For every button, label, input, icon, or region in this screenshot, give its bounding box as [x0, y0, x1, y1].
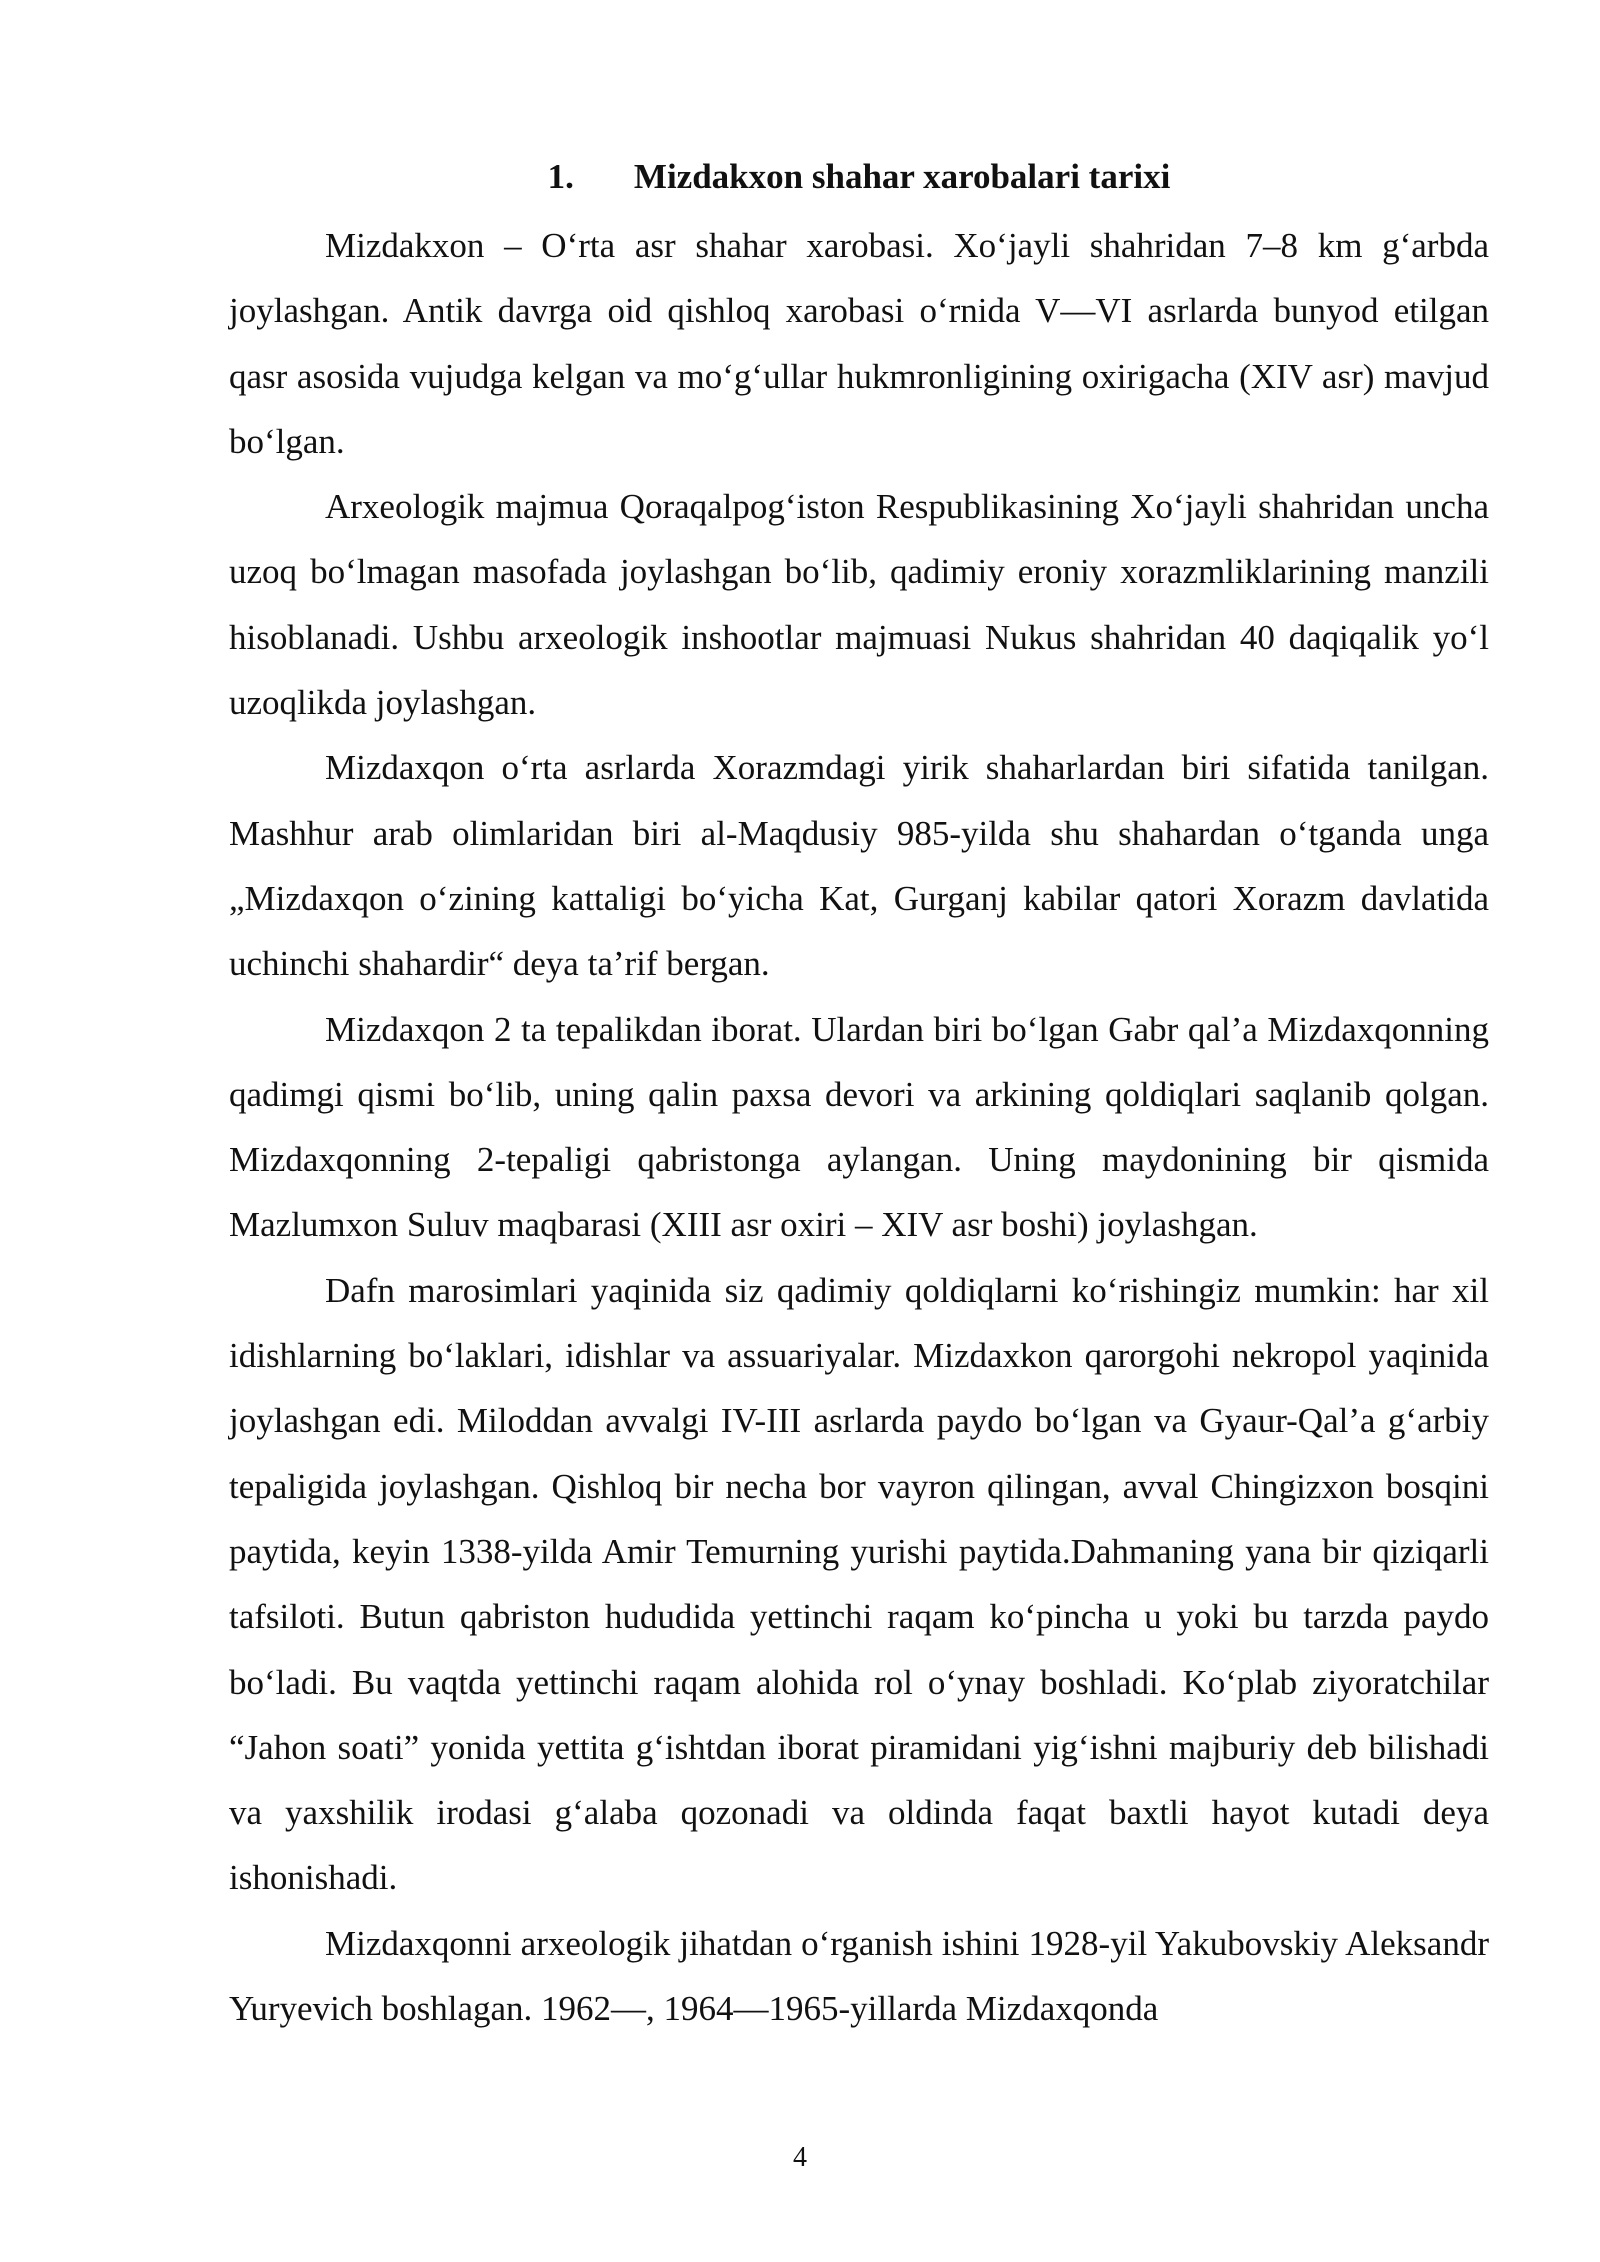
- paragraph-3: Mizdaxqon o‘rta asrlarda Xorazmdagi yirik shaharlardan biri sifatida tanilgan. Mashhur arab olimlaridan biri al-Maqdusiy 985-yilda shu shahardan o‘tganda unga „Mizdaxqon o‘zining kattaligi bo‘yicha Kat, Gurganj kabilar qatori Xorazm davlatida uchinchi shahardir“ deya ta’rif bergan.: [229, 748, 1489, 984]
- section-title: Mizdakxon shahar xarobalari tarixi: [633, 157, 1171, 196]
- paragraph-2: Arxeologik majmua Qoraqalpog‘iston Respublikasining Xo‘jayli shahridan uncha uzoq bo‘lmagan masofada joylashgan bo‘lib, qadimiy eroniy xorazmliklarining manzili hisoblanadi. Ushbu arxeologik inshootlar majmuasi Nukus shahridan 40 daqiqalik yo‘l uzoqlikda joylashgan.: [229, 487, 1489, 723]
- page-content: [229, 148, 1489, 2041]
- paragraph-4: Mizdaxqon 2 ta tepalikdan iborat. Ulardan biri bo‘lgan Gabr qal’a Mizdaxqonning qadimgi qismi bo‘lib, uning qalin paxsa devori va arkining qoldiqlari saqlanib qolgan. Mizdaxqonning 2-tepaligi qabristonga aylangan. Uning maydonining bir qismida Mazlumxon Suluv maqbarasi (XIII asr oxiri – XIV asr boshi) joylashgan.: [229, 1009, 1489, 1245]
- section-number: 1.: [547, 157, 574, 196]
- paragraph-6: Mizdaxqonni arxeologik jihatdan o‘rganish ishini 1928-yil Yakubovskiy Aleksandr Yuryevich boshlagan. 1962—, 1964—1965-yillarda Mizdaxqonda: [229, 1923, 1489, 2029]
- section-heading: [229, 148, 1489, 206]
- paragraph-1: Mizdakxon – O‘rta asr shahar xarobasi. Xo‘jayli shahridan 7–8 km g‘arbda joylashgan. Antik davrga oid qishloq xarobasi o‘rnida V—VI asrlarda bunyod etilgan qasr asosida vujudga kelgan va mo‘g‘ullar hukmronligining oxirigacha (XIV asr) mavjud bo‘lgan.: [229, 226, 1489, 461]
- page-number: 4: [793, 2142, 807, 2173]
- paragraph-5: Dafn marosimlari yaqinida siz qadimiy qoldiqlarni ko‘rishingiz mumkin: har xil idishlarning bo‘laklari, idishlar va assuariyalar. Mizdaxkon qarorgohi nekropol yaqinida joylashgan edi. Miloddan avvalgi IV-III asrlarda paydo bo‘lgan va Gyaur-Qal’a g‘arbiy tepaligida joylashgan. Qishloq bir necha bor vayron qilingan, avval Chingizxon bosqini paytida, keyin 1338-yilda Amir Temurning yurishi paytida.Dahmaning yana bir qiziqarli tafsiloti. Butun qabriston hududida yettinchi raqam ko‘pincha u yoki bu tarzda paydo bo‘ladi. Bu vaqtda yettinchi raqam alohida rol o‘ynay boshladi. Ko‘plab ziyoratchilar “Jahon soati” yonida yettita g‘ishtdan iborat piramidani yig‘ishni majburiy deb bilishadi va yaxshilik irodasi g‘alaba qozonadi va oldinda faqat baxtli hayot kutadi deya ishonishadi.: [229, 1270, 1489, 1898]
